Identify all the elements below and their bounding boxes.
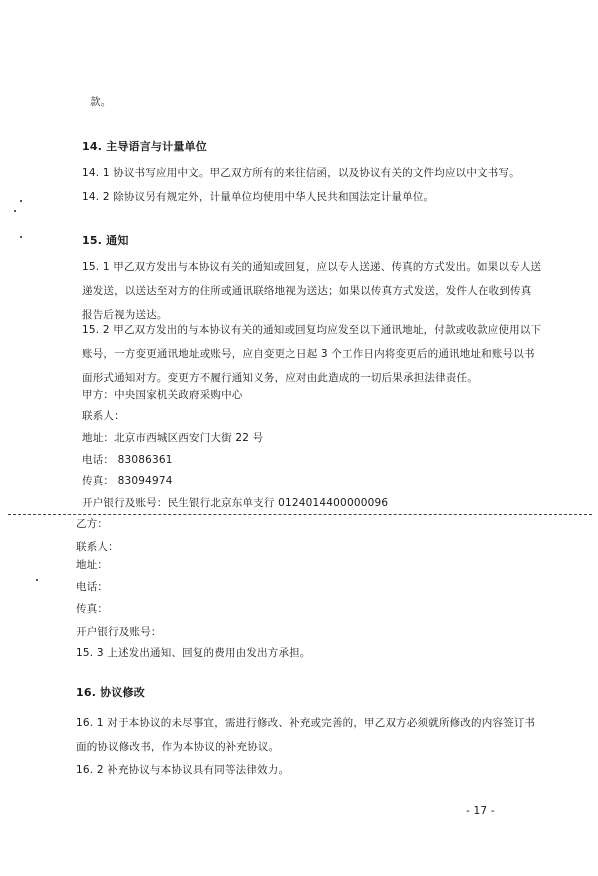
text-line: 15. 1 甲乙双方发出与本协议有关的通知或回复，应以专人送递、传真的方式发出。如果以专人送 (82, 261, 542, 273)
text-line: 14. 1 协议书写应用中文。甲乙双方所有的来往信函，以及协议有关的文件均应以中文书写。 (82, 167, 520, 179)
scan-speck (36, 579, 38, 581)
section-heading-14: 14. 主导语言与计量单位 (82, 140, 207, 153)
text-line: 款。 (90, 96, 112, 108)
party-b-name: 乙方： (76, 518, 109, 530)
section-heading-16: 16. 协议修改 (76, 686, 145, 699)
text-line: 面形式通知对方。变更方不履行通知义务，应对由此造成的一切后果承担法律责任。 (82, 372, 478, 384)
text-line: 账号，一方变更通讯地址或账号，应自变更之日起 3 个工作日内将变更后的通讯地址和账号以书 (82, 348, 535, 360)
party-a-address: 地址：北京市西城区西安门大街 22 号 (82, 432, 264, 444)
party-a-fax: 传真： 83094974 (82, 475, 173, 487)
page-number: - 17 - (466, 805, 495, 817)
text-line: 15. 3 上述发出通知、回复的费用由发出方承担。 (76, 647, 311, 659)
scan-speck (14, 210, 16, 212)
party-a-phone: 电话： 83086361 (82, 454, 173, 466)
text-line: 16. 2 补充协议与本协议具有同等法律效力。 (76, 764, 290, 776)
party-b-contact: 联系人： (76, 541, 119, 553)
party-b-bank: 开户银行及账号： (76, 626, 162, 638)
party-a-bank: 开户银行及账号：民生银行北京东单支行 0124014400000096 (82, 497, 389, 509)
text-line: 15. 2 甲乙双方发出的与本协议有关的通知或回复均应发至以下通讯地址，付款或收款应使用以下 (82, 324, 542, 336)
text-line: 递发送，以送达至对方的住所或通讯联络地视为送达；如果以传真方式发送，发件人在收到传真 (82, 285, 532, 297)
party-b-fax: 传真： (76, 603, 109, 615)
text-line: 报告后视为送达。 (82, 309, 168, 321)
party-b-phone: 电话： (76, 581, 109, 593)
page-divider (8, 514, 592, 515)
scan-speck (20, 236, 22, 238)
section-heading-15: 15. 通知 (82, 234, 129, 247)
party-a-name: 甲方：中央国家机关政府采购中心 (82, 389, 243, 401)
text-line: 14. 2 除协议另有规定外，计量单位均使用中华人民共和国法定计量单位。 (82, 191, 435, 203)
party-b-address: 地址： (76, 559, 109, 571)
party-a-contact: 联系人： (82, 410, 125, 422)
text-line: 16. 1 对于本协议的未尽事宜，需进行修改、补充或完善的，甲乙双方必须就所修改的内容签订书 (76, 717, 536, 729)
scan-speck (20, 200, 22, 202)
text-line: 面的协议修改书，作为本协议的补充协议。 (76, 741, 280, 753)
